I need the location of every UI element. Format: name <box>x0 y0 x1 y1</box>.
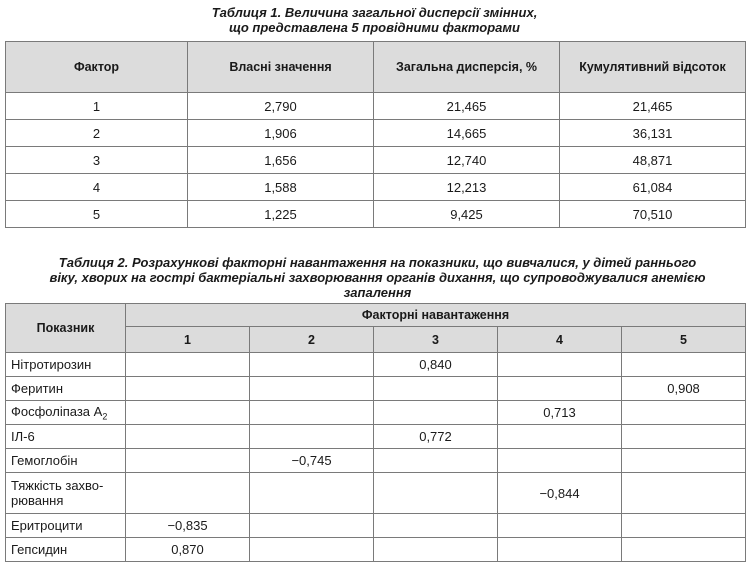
table-cell: −0,844 <box>498 473 622 514</box>
table-cell: 5 <box>6 201 188 228</box>
table1-header-factor: Фактор <box>6 42 188 93</box>
table-cell <box>126 473 250 514</box>
table2-header-row <box>6 304 746 327</box>
table-row <box>6 120 746 147</box>
table-cell <box>374 514 498 538</box>
table-cell: 0,840 <box>374 353 498 377</box>
table-cell <box>622 514 746 538</box>
row-label <box>6 401 126 425</box>
row-label-subscript: 2 <box>102 411 108 422</box>
table2 <box>5 303 746 562</box>
table1-header-row <box>6 42 746 93</box>
row-label: Нітротирозин <box>6 353 126 377</box>
table-cell: 9,425 <box>374 201 560 228</box>
table-cell <box>498 538 622 562</box>
table-cell: 3 <box>6 147 188 174</box>
table1-header-cumulative: Кумулятивний відсоток <box>560 42 746 93</box>
table-cell <box>622 473 746 514</box>
table-cell: 61,084 <box>560 174 746 201</box>
row-label: Феритин <box>6 377 126 401</box>
row-label: Гепсидин <box>6 538 126 562</box>
table-row <box>6 353 746 377</box>
table-cell <box>622 449 746 473</box>
table2-title-line3: запалення <box>343 285 412 300</box>
table-cell: 21,465 <box>560 93 746 120</box>
table-cell: 0,772 <box>374 425 498 449</box>
table-row <box>6 201 746 228</box>
table-cell <box>622 401 746 425</box>
table-cell <box>498 425 622 449</box>
row-label <box>6 473 126 514</box>
table-cell <box>250 353 374 377</box>
table-cell <box>374 473 498 514</box>
table-cell: 36,131 <box>560 120 746 147</box>
row-label: ІЛ-6 <box>6 425 126 449</box>
table-cell: −0,835 <box>126 514 250 538</box>
table1 <box>5 41 746 228</box>
table-cell: 0,713 <box>498 401 622 425</box>
table-cell: 4 <box>6 174 188 201</box>
row-label: Гемоглобін <box>6 449 126 473</box>
table-cell: 1,225 <box>188 201 374 228</box>
table-cell <box>622 353 746 377</box>
table-cell: 2,790 <box>188 93 374 120</box>
table-cell <box>498 377 622 401</box>
table-cell <box>250 538 374 562</box>
table-row <box>6 514 746 538</box>
table2-header-indicator: Показник <box>6 304 126 353</box>
row-label-line2: рювання <box>11 493 64 508</box>
table-cell: 2 <box>6 120 188 147</box>
table-cell <box>498 353 622 377</box>
table-cell <box>374 538 498 562</box>
row-label-line1: Тяжкість захво- <box>11 478 104 493</box>
table2-title-line2: віку, хворих на гострі бактеріальні захворювання органів дихання, що супроводжувалися анемією <box>49 270 706 285</box>
table-cell: 1,656 <box>188 147 374 174</box>
table-cell: 48,871 <box>560 147 746 174</box>
table-cell <box>250 514 374 538</box>
factor-number: 2 <box>250 327 374 353</box>
table-cell <box>374 449 498 473</box>
table-cell: 70,510 <box>560 201 746 228</box>
table-cell <box>126 377 250 401</box>
table-cell: 14,665 <box>374 120 560 147</box>
table-row <box>6 93 746 120</box>
table-cell <box>498 514 622 538</box>
row-label-text: Фосфоліпаза А <box>11 403 103 419</box>
table-cell: 12,740 <box>374 147 560 174</box>
table-cell <box>250 473 374 514</box>
table-cell <box>126 353 250 377</box>
table-cell: 1,906 <box>188 120 374 147</box>
table-cell <box>374 401 498 425</box>
table-cell <box>374 377 498 401</box>
table-cell <box>250 401 374 425</box>
row-label: Еритроцити <box>6 514 126 538</box>
table-cell: 21,465 <box>374 93 560 120</box>
table-cell <box>250 425 374 449</box>
factor-number: 1 <box>126 327 250 353</box>
factor-number: 4 <box>498 327 622 353</box>
table1-title-line2: що представлена 5 провідними факторами <box>229 20 520 35</box>
table-cell <box>126 425 250 449</box>
table-row <box>6 174 746 201</box>
table-row <box>6 473 746 514</box>
table2-title-line1: Таблиця 2. Розрахункові факторні навантаження на показники, що вивчалися, у дітей раннього <box>58 255 697 270</box>
table-cell: 0,908 <box>622 377 746 401</box>
table-row <box>6 401 746 425</box>
table2-title <box>20 255 735 300</box>
table-cell <box>250 377 374 401</box>
table-cell <box>622 538 746 562</box>
table-cell <box>126 401 250 425</box>
table-row <box>6 538 746 562</box>
factor-number: 3 <box>374 327 498 353</box>
table-cell <box>622 425 746 449</box>
table2-header-loadings: Факторні навантаження <box>126 304 746 327</box>
table1-title <box>0 5 749 35</box>
table1-header-variance: Загальна дисперсія, % <box>374 42 560 93</box>
table-row <box>6 147 746 174</box>
table-row <box>6 425 746 449</box>
table-row <box>6 377 746 401</box>
table-row <box>6 449 746 473</box>
table-cell: 0,870 <box>126 538 250 562</box>
factor-number: 5 <box>622 327 746 353</box>
table-cell <box>498 449 622 473</box>
table-cell: 1,588 <box>188 174 374 201</box>
table1-header-eigenvalues: Власні значення <box>188 42 374 93</box>
table-cell <box>126 449 250 473</box>
table1-title-line1: Таблиця 1. Величина загальної дисперсії змінних, <box>211 5 538 20</box>
table-cell: 1 <box>6 93 188 120</box>
table-cell: −0,745 <box>250 449 374 473</box>
table-cell: 12,213 <box>374 174 560 201</box>
